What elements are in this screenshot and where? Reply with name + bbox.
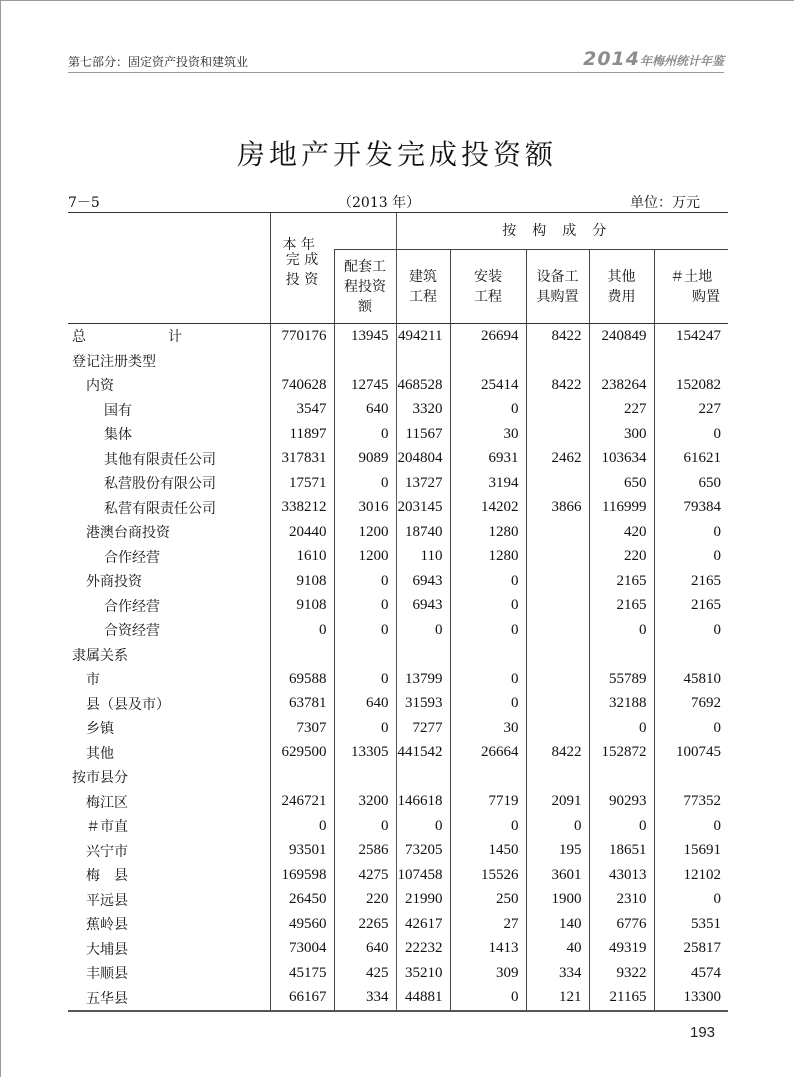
cell-equipment: 2091 xyxy=(526,790,589,815)
cell-total-investment: 17571 xyxy=(270,471,334,496)
cell-installation: 6931 xyxy=(450,447,526,472)
cell-installation: 0 xyxy=(450,986,526,1012)
cell-supporting-investment: 220 xyxy=(334,888,396,913)
cell-installation: 0 xyxy=(450,569,526,594)
cell-installation: 0 xyxy=(450,814,526,839)
table-row xyxy=(68,471,728,496)
row-label: 私营股份有限公司 xyxy=(104,476,216,493)
cell-land-purchase: 650 xyxy=(654,471,728,496)
cell-equipment xyxy=(526,692,589,717)
cell-supporting-investment: 0 xyxy=(334,594,396,619)
table-row xyxy=(68,692,728,717)
table-row xyxy=(68,961,728,986)
cell-equipment xyxy=(526,520,589,545)
row-label: 港澳台商投资 xyxy=(86,525,170,542)
cell-installation: 1280 xyxy=(450,545,526,570)
row-label: 蕉岭县 xyxy=(86,917,128,934)
cell-land-purchase: 2165 xyxy=(654,569,728,594)
cell-installation: 27 xyxy=(450,912,526,937)
cell-total-investment: 7307 xyxy=(270,716,334,741)
table-row xyxy=(68,496,728,521)
cell-construction: 494211 xyxy=(396,324,450,349)
cell-equipment xyxy=(526,765,589,790)
cell-supporting-investment: 0 xyxy=(334,569,396,594)
cell-supporting-investment xyxy=(334,765,396,790)
header-blank xyxy=(68,213,270,324)
cell-installation: 0 xyxy=(450,667,526,692)
cell-construction: 73205 xyxy=(396,839,450,864)
table-row xyxy=(68,863,728,888)
cell-supporting-investment: 0 xyxy=(334,471,396,496)
cell-land-purchase: 0 xyxy=(654,716,728,741)
header-supporting-line1: 配套工 xyxy=(344,258,386,275)
cell-supporting-investment: 13305 xyxy=(334,741,396,766)
cell-supporting-investment: 0 xyxy=(334,667,396,692)
header-total-investment xyxy=(270,213,396,253)
cell-construction xyxy=(396,349,450,374)
cell-total-investment: 20440 xyxy=(270,520,334,545)
cell-other-expenses: 300 xyxy=(589,422,654,447)
cell-equipment: 8422 xyxy=(526,373,589,398)
table-row xyxy=(68,422,728,447)
row-label: ＃市直 xyxy=(86,819,128,836)
cell-other-expenses: 0 xyxy=(589,814,654,839)
cell-land-purchase: 0 xyxy=(654,422,728,447)
cell-construction: 18740 xyxy=(396,520,450,545)
cell-land-purchase: 227 xyxy=(654,398,728,423)
table-year: （2013 年） xyxy=(338,195,421,211)
cell-land-purchase: 15691 xyxy=(654,839,728,864)
header-construction-line1: 建筑 xyxy=(409,268,437,285)
cell-installation: 26694 xyxy=(450,324,526,349)
cell-other-expenses: 152872 xyxy=(589,741,654,766)
cell-installation: 14202 xyxy=(450,496,526,521)
row-label: 登记注册类型 xyxy=(72,353,156,370)
table-row xyxy=(68,447,728,472)
header-installation xyxy=(450,250,526,324)
cell-total-investment: 770176 xyxy=(270,324,334,349)
cell-other-expenses: 2165 xyxy=(589,594,654,619)
cell-installation xyxy=(450,765,526,790)
cell-equipment: 2462 xyxy=(526,447,589,472)
cell-land-purchase: 25817 xyxy=(654,937,728,962)
row-label: 平远县 xyxy=(86,892,128,909)
table-row xyxy=(68,888,728,913)
cell-total-investment: 3547 xyxy=(270,398,334,423)
cell-construction: 146618 xyxy=(396,790,450,815)
row-label: 合资经营 xyxy=(104,623,160,640)
header-supporting-line2: 程投资 xyxy=(344,278,386,295)
row-label: 国有 xyxy=(104,402,132,419)
header-total-cont xyxy=(270,250,334,324)
row-label: 外商投资 xyxy=(86,574,142,591)
table-row xyxy=(68,912,728,937)
cell-equipment: 0 xyxy=(526,814,589,839)
row-label: 合作经营 xyxy=(104,549,160,566)
cell-total-investment: 11897 xyxy=(270,422,334,447)
table-row xyxy=(68,937,728,962)
cell-other-expenses: 49319 xyxy=(589,937,654,962)
cell-other-expenses: 9322 xyxy=(589,961,654,986)
cell-total-investment xyxy=(270,349,334,374)
cell-supporting-investment: 13945 xyxy=(334,324,396,349)
cell-construction: 441542 xyxy=(396,741,450,766)
cell-installation: 30 xyxy=(450,716,526,741)
row-label: 合作经营 xyxy=(104,598,160,615)
cell-total-investment: 629500 xyxy=(270,741,334,766)
cell-other-expenses: 0 xyxy=(589,716,654,741)
header-other-line2: 费用 xyxy=(607,288,636,305)
page-edge-top xyxy=(0,0,794,1)
cell-supporting-investment: 2265 xyxy=(334,912,396,937)
cell-total-investment: 740628 xyxy=(270,373,334,398)
cell-land-purchase: 5351 xyxy=(654,912,728,937)
table-row xyxy=(68,667,728,692)
cell-equipment xyxy=(526,594,589,619)
table-id: 7－5 xyxy=(68,195,100,211)
cell-land-purchase: 77352 xyxy=(654,790,728,815)
header-installation-line1: 安装 xyxy=(474,268,502,285)
table-row xyxy=(68,398,728,423)
header-equipment-line1: 设备工 xyxy=(536,268,579,285)
header-equipment-line2: 具购置 xyxy=(536,288,579,305)
header-total-line3: 投 资 xyxy=(285,271,319,288)
header-land-purchase xyxy=(654,250,728,324)
cell-equipment xyxy=(526,422,589,447)
cell-land-purchase: 0 xyxy=(654,888,728,913)
cell-supporting-investment: 425 xyxy=(334,961,396,986)
cell-land-purchase: 79384 xyxy=(654,496,728,521)
cell-total-investment: 93501 xyxy=(270,839,334,864)
cell-installation: 0 xyxy=(450,692,526,717)
cell-land-purchase: 0 xyxy=(654,520,728,545)
cell-total-investment: 49560 xyxy=(270,912,334,937)
cell-total-investment: 317831 xyxy=(270,447,334,472)
cell-supporting-investment: 12745 xyxy=(334,373,396,398)
cell-equipment: 8422 xyxy=(526,741,589,766)
cell-supporting-investment: 640 xyxy=(334,937,396,962)
cell-installation xyxy=(450,349,526,374)
investment-table xyxy=(68,212,728,1012)
header-installation-line2: 工程 xyxy=(474,288,502,305)
page-title: 房地产开发完成投资额 xyxy=(236,138,557,171)
cell-supporting-investment: 1200 xyxy=(334,545,396,570)
cell-total-investment: 338212 xyxy=(270,496,334,521)
cell-supporting-investment: 334 xyxy=(334,986,396,1012)
running-head xyxy=(68,50,724,73)
cell-land-purchase: 61621 xyxy=(654,447,728,472)
cell-other-expenses: 0 xyxy=(589,618,654,643)
table-row xyxy=(68,765,728,790)
cell-installation: 0 xyxy=(450,594,526,619)
cell-construction: 31593 xyxy=(396,692,450,717)
row-label: 大埔县 xyxy=(86,941,128,958)
row-label: 梅 县 xyxy=(86,868,128,885)
cell-installation: 1450 xyxy=(450,839,526,864)
cell-land-purchase xyxy=(654,349,728,374)
cell-construction: 3320 xyxy=(396,398,450,423)
cell-supporting-investment: 640 xyxy=(334,692,396,717)
cell-supporting-investment: 9089 xyxy=(334,447,396,472)
header-construction xyxy=(396,250,450,324)
table-row xyxy=(68,520,728,545)
cell-other-expenses: 2165 xyxy=(589,569,654,594)
cell-equipment: 3866 xyxy=(526,496,589,521)
cell-equipment: 334 xyxy=(526,961,589,986)
table-row xyxy=(68,373,728,398)
cell-land-purchase: 152082 xyxy=(654,373,728,398)
cell-total-investment: 66167 xyxy=(270,986,334,1012)
row-label: 市 xyxy=(86,672,100,689)
cell-other-expenses xyxy=(589,643,654,668)
table-row xyxy=(68,349,728,374)
cell-equipment xyxy=(526,667,589,692)
cell-other-expenses: 650 xyxy=(589,471,654,496)
cell-total-investment: 0 xyxy=(270,618,334,643)
cell-construction: 7277 xyxy=(396,716,450,741)
total-label xyxy=(72,326,182,346)
table-row xyxy=(68,594,728,619)
table-body xyxy=(68,324,728,1012)
cell-land-purchase: 12102 xyxy=(654,863,728,888)
cell-equipment xyxy=(526,618,589,643)
table-row xyxy=(68,986,728,1012)
cell-total-investment: 169598 xyxy=(270,863,334,888)
cell-construction xyxy=(396,643,450,668)
cell-supporting-investment: 2586 xyxy=(334,839,396,864)
cell-total-investment: 26450 xyxy=(270,888,334,913)
cell-other-expenses: 420 xyxy=(589,520,654,545)
row-label: 五华县 xyxy=(68,986,270,1012)
cell-equipment xyxy=(526,643,589,668)
table-row xyxy=(68,716,728,741)
cell-installation: 15526 xyxy=(450,863,526,888)
header-land-line2: 购置 xyxy=(692,288,721,305)
cell-construction xyxy=(396,765,450,790)
row-label: 乡镇 xyxy=(86,721,114,738)
cell-supporting-investment: 0 xyxy=(334,716,396,741)
section-label: 第七部分：固定资产投资和建筑业 xyxy=(68,55,249,69)
total-label-part: 总 xyxy=(72,329,86,346)
cell-other-expenses: 103634 xyxy=(589,447,654,472)
cell-total-investment: 69588 xyxy=(270,667,334,692)
cell-other-expenses: 43013 xyxy=(589,863,654,888)
cell-construction: 107458 xyxy=(396,863,450,888)
row-label: 其他 xyxy=(86,745,114,762)
cell-other-expenses: 2310 xyxy=(589,888,654,913)
header-total-line1: 本 年 xyxy=(282,237,315,253)
cell-installation: 250 xyxy=(450,888,526,913)
cell-other-expenses xyxy=(589,349,654,374)
cell-equipment: 195 xyxy=(526,839,589,864)
cell-construction: 11567 xyxy=(396,422,450,447)
cell-other-expenses: 116999 xyxy=(589,496,654,521)
cell-installation: 25414 xyxy=(450,373,526,398)
cell-land-purchase: 0 xyxy=(654,618,728,643)
cell-supporting-investment: 1200 xyxy=(334,520,396,545)
yearbook-name: 年梅州统计年鉴 xyxy=(639,54,724,68)
header-construction-line2: 工程 xyxy=(409,288,437,305)
cell-total-investment: 246721 xyxy=(270,790,334,815)
cell-construction: 42617 xyxy=(396,912,450,937)
cell-other-expenses: 21165 xyxy=(589,986,654,1012)
header-land-line1: ＃土地 xyxy=(670,268,713,285)
cell-land-purchase: 7692 xyxy=(654,692,728,717)
cell-equipment: 40 xyxy=(526,937,589,962)
cell-equipment: 3601 xyxy=(526,863,589,888)
cell-equipment: 121 xyxy=(526,986,589,1012)
cell-installation: 30 xyxy=(450,422,526,447)
table-row xyxy=(68,790,728,815)
header-other-expenses xyxy=(589,250,654,324)
cell-total-investment: 1610 xyxy=(270,545,334,570)
cell-construction: 35210 xyxy=(396,961,450,986)
cell-installation xyxy=(450,643,526,668)
header-group-composition: 按构成分 xyxy=(396,213,728,250)
cell-total-investment: 63781 xyxy=(270,692,334,717)
cell-land-purchase: 0 xyxy=(654,545,728,570)
cell-land-purchase: 154247 xyxy=(654,324,728,349)
total-label-part: 计 xyxy=(168,329,182,346)
cell-equipment xyxy=(526,545,589,570)
table-row xyxy=(68,545,728,570)
cell-equipment xyxy=(526,569,589,594)
page-number: 193 xyxy=(690,1024,716,1041)
row-label: 内资 xyxy=(86,378,114,395)
cell-land-purchase: 100745 xyxy=(654,741,728,766)
cell-total-investment: 0 xyxy=(270,814,334,839)
cell-other-expenses xyxy=(589,765,654,790)
cell-other-expenses: 227 xyxy=(589,398,654,423)
cell-installation: 1413 xyxy=(450,937,526,962)
cell-construction: 6943 xyxy=(396,594,450,619)
cell-total-investment: 73004 xyxy=(270,937,334,962)
cell-construction: 0 xyxy=(396,618,450,643)
table-row xyxy=(68,839,728,864)
cell-installation: 1280 xyxy=(450,520,526,545)
cell-construction: 21990 xyxy=(396,888,450,913)
row-label: 其他有限责任公司 xyxy=(104,451,216,468)
table-row xyxy=(68,741,728,766)
cell-installation: 0 xyxy=(450,618,526,643)
cell-other-expenses: 18651 xyxy=(589,839,654,864)
row-label: 县（县及市） xyxy=(86,696,170,713)
cell-equipment: 140 xyxy=(526,912,589,937)
header-supporting-investment xyxy=(334,250,396,324)
cell-equipment xyxy=(526,471,589,496)
header-supporting-line3: 额 xyxy=(358,298,372,315)
cell-supporting-investment xyxy=(334,349,396,374)
cell-other-expenses: 240849 xyxy=(589,324,654,349)
cell-land-purchase xyxy=(654,765,728,790)
row-label: 隶属关系 xyxy=(72,647,128,664)
table-row xyxy=(68,324,728,349)
cell-land-purchase xyxy=(654,643,728,668)
cell-construction: 22232 xyxy=(396,937,450,962)
cell-supporting-investment: 4275 xyxy=(334,863,396,888)
cell-construction: 110 xyxy=(396,545,450,570)
cell-construction: 44881 xyxy=(396,986,450,1012)
cell-land-purchase: 4574 xyxy=(654,961,728,986)
cell-supporting-investment: 0 xyxy=(334,422,396,447)
cell-equipment xyxy=(526,349,589,374)
cell-construction: 203145 xyxy=(396,496,450,521)
row-label: 私营有限责任公司 xyxy=(104,500,216,517)
cell-land-purchase: 2165 xyxy=(654,594,728,619)
cell-total-investment xyxy=(270,643,334,668)
cell-equipment xyxy=(526,716,589,741)
cell-construction: 468528 xyxy=(396,373,450,398)
cell-total-investment xyxy=(270,765,334,790)
cell-construction: 6943 xyxy=(396,569,450,594)
cell-total-investment: 9108 xyxy=(270,594,334,619)
cell-supporting-investment: 0 xyxy=(334,814,396,839)
header-other-line1: 其他 xyxy=(607,268,636,285)
table-unit: 单位：万元 xyxy=(630,195,700,211)
cell-construction: 0 xyxy=(396,814,450,839)
cell-supporting-investment: 0 xyxy=(334,618,396,643)
cell-other-expenses: 32188 xyxy=(589,692,654,717)
row-label: 按市县分 xyxy=(72,770,128,787)
cell-land-purchase: 13300 xyxy=(654,986,728,1012)
yearbook-year: 2014 xyxy=(583,48,640,70)
header-total-line2: 完 成 xyxy=(285,251,319,268)
cell-construction: 204804 xyxy=(396,447,450,472)
cell-installation: 309 xyxy=(450,961,526,986)
table-meta xyxy=(68,192,724,212)
cell-land-purchase: 0 xyxy=(654,814,728,839)
cell-other-expenses: 90293 xyxy=(589,790,654,815)
cell-other-expenses: 6776 xyxy=(589,912,654,937)
cell-supporting-investment xyxy=(334,643,396,668)
cell-other-expenses: 238264 xyxy=(589,373,654,398)
cell-installation: 7719 xyxy=(450,790,526,815)
cell-equipment: 1900 xyxy=(526,888,589,913)
table-row xyxy=(68,643,728,668)
table-row xyxy=(68,569,728,594)
row-label: 集体 xyxy=(104,427,132,444)
cell-installation: 3194 xyxy=(450,471,526,496)
cell-equipment: 8422 xyxy=(526,324,589,349)
cell-total-investment: 9108 xyxy=(270,569,334,594)
cell-supporting-investment: 3016 xyxy=(334,496,396,521)
table-row xyxy=(68,814,728,839)
cell-installation: 0 xyxy=(450,398,526,423)
cell-construction: 13799 xyxy=(396,667,450,692)
yearbook-label xyxy=(583,48,724,70)
cell-supporting-investment: 640 xyxy=(334,398,396,423)
cell-equipment xyxy=(526,398,589,423)
table-row xyxy=(68,618,728,643)
header-equipment xyxy=(526,250,589,324)
row-label xyxy=(68,324,270,349)
cell-construction: 13727 xyxy=(396,471,450,496)
row-label: 梅江区 xyxy=(86,794,128,811)
cell-supporting-investment: 3200 xyxy=(334,790,396,815)
row-label: 丰顺县 xyxy=(86,966,128,983)
cell-other-expenses: 220 xyxy=(589,545,654,570)
cell-land-purchase: 45810 xyxy=(654,667,728,692)
row-label: 兴宁市 xyxy=(86,843,128,860)
cell-other-expenses: 55789 xyxy=(589,667,654,692)
cell-installation: 26664 xyxy=(450,741,526,766)
cell-total-investment: 45175 xyxy=(270,961,334,986)
